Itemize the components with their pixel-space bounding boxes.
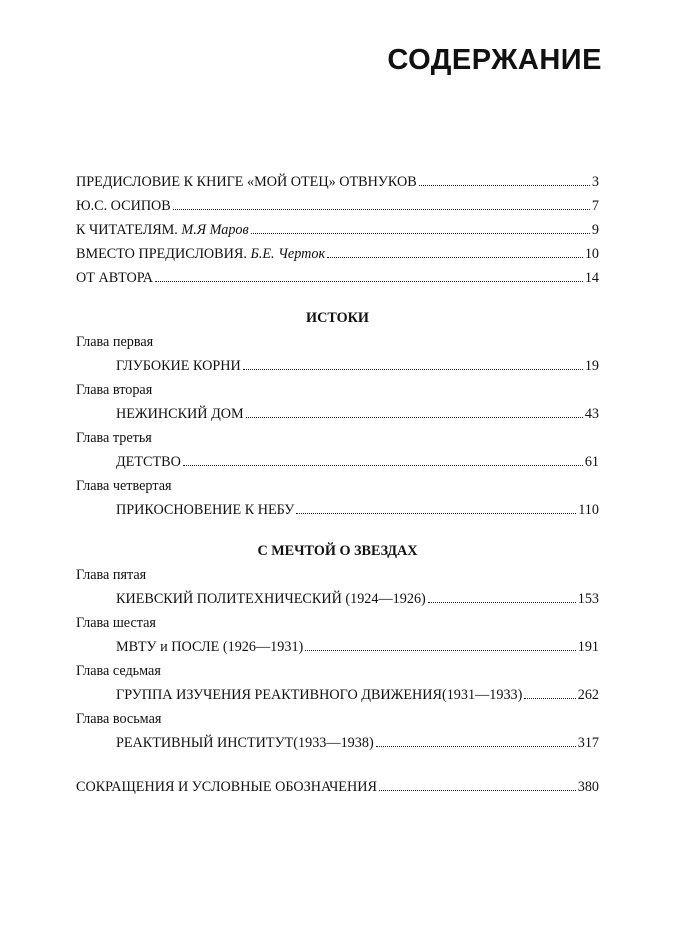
page-number: 380 [577,779,599,795]
entry-title: ПРЕДИСЛОВИЕ К КНИГЕ «МОЙ ОТЕЦ» ОТВНУКОВ [76,174,417,190]
entry-author: М.Я Маров [181,222,249,238]
dot-leader [183,465,583,466]
dot-leader [524,698,575,699]
dot-leader [305,650,575,651]
dot-leader [296,513,576,514]
page-number: 262 [577,687,599,703]
chapter-label: Глава первая [76,334,154,350]
chapter-label: Глава вторая [76,382,153,398]
dot-leader [376,746,576,747]
toc-entry-chapter-5[interactable] [76,587,599,611]
dot-leader [428,602,576,603]
chapter-label: Глава третья [76,430,152,446]
page-number: 3 [591,174,599,190]
page-number: 9 [591,222,599,238]
entry-title: ОТ АВТОРА [76,270,154,286]
toc-entry-chapter-7[interactable] [76,683,599,707]
dot-leader [155,281,583,282]
page-number: 110 [578,502,599,518]
chapter-label: Глава шестая [76,615,156,631]
toc-entry-instead-of-foreword[interactable] [76,242,599,266]
entry-title: РЕАКТИВНЫЙ ИНСТИТУТ(1933—1938) [116,735,374,751]
toc-entry-chapter-6[interactable] [76,635,599,659]
entry-title: ПРИКОСНОВЕНИЕ К НЕБУ [116,502,295,518]
toc-entry-abbreviations[interactable] [76,775,599,799]
dot-leader [379,790,576,791]
page-number: 317 [577,735,599,751]
table-of-contents [76,170,599,799]
page-number: 10 [584,246,599,262]
dot-leader [243,369,583,370]
entry-title: К ЧИТАТЕЛЯМ. [76,222,178,238]
page-number: 7 [591,198,599,214]
entry-title: Ю.С. ОСИПОВ [76,198,171,214]
section-heading-dreaming-of-stars: С МЕЧТОЙ О ЗВЕЗДАХ [257,543,418,559]
entry-title: ВМЕСТО ПРЕДИСЛОВИЯ. [76,246,247,262]
page-number: 19 [584,358,599,374]
toc-entry-foreword-grandson[interactable] [76,170,599,194]
page-number: 14 [584,270,599,286]
dot-leader [419,185,590,186]
page-number: 43 [584,406,599,422]
entry-title: МВТУ и ПОСЛЕ (1926—1931) [116,639,304,655]
entry-title: ДЕТСТВО [116,454,181,470]
section-heading-origins: ИСТОКИ [306,310,369,326]
dot-leader [246,417,583,418]
page-number: 61 [584,454,599,470]
page-title: СОДЕРЖАНИЕ [387,44,602,76]
chapter-label: Глава пятая [76,567,147,583]
toc-entry-osipov[interactable] [76,194,599,218]
page-number: 191 [577,639,599,655]
entry-title: СОКРАЩЕНИЯ И УСЛОВНЫЕ ОБОЗНАЧЕНИЯ [76,779,377,795]
entry-author: Б.Е. Черток [250,246,326,262]
toc-entry-from-author[interactable] [76,266,599,290]
toc-entry-chapter-2[interactable] [76,402,599,426]
chapter-label: Глава четвертая [76,478,172,494]
entry-title: ГЛУБОКИЕ КОРНИ [116,358,241,374]
chapter-label: Глава восьмая [76,711,162,727]
toc-entry-chapter-8[interactable] [76,731,599,755]
dot-leader [173,209,590,210]
entry-title: ГРУППА ИЗУЧЕНИЯ РЕАКТИВНОГО ДВИЖЕНИЯ(1931—1933) [116,687,523,703]
toc-entry-chapter-4[interactable] [76,498,599,522]
toc-entry-chapter-1[interactable] [76,354,599,378]
toc-entry-to-readers[interactable] [76,218,599,242]
dot-leader [327,257,583,258]
page-number: 153 [577,591,599,607]
entry-title: КИЕВСКИЙ ПОЛИТЕХНИЧЕСКИЙ (1924—1926) [116,591,426,607]
chapter-label: Глава седьмая [76,663,161,679]
toc-entry-chapter-3[interactable] [76,450,599,474]
dot-leader [251,233,590,234]
entry-title: НЕЖИНСКИЙ ДОМ [116,406,244,422]
